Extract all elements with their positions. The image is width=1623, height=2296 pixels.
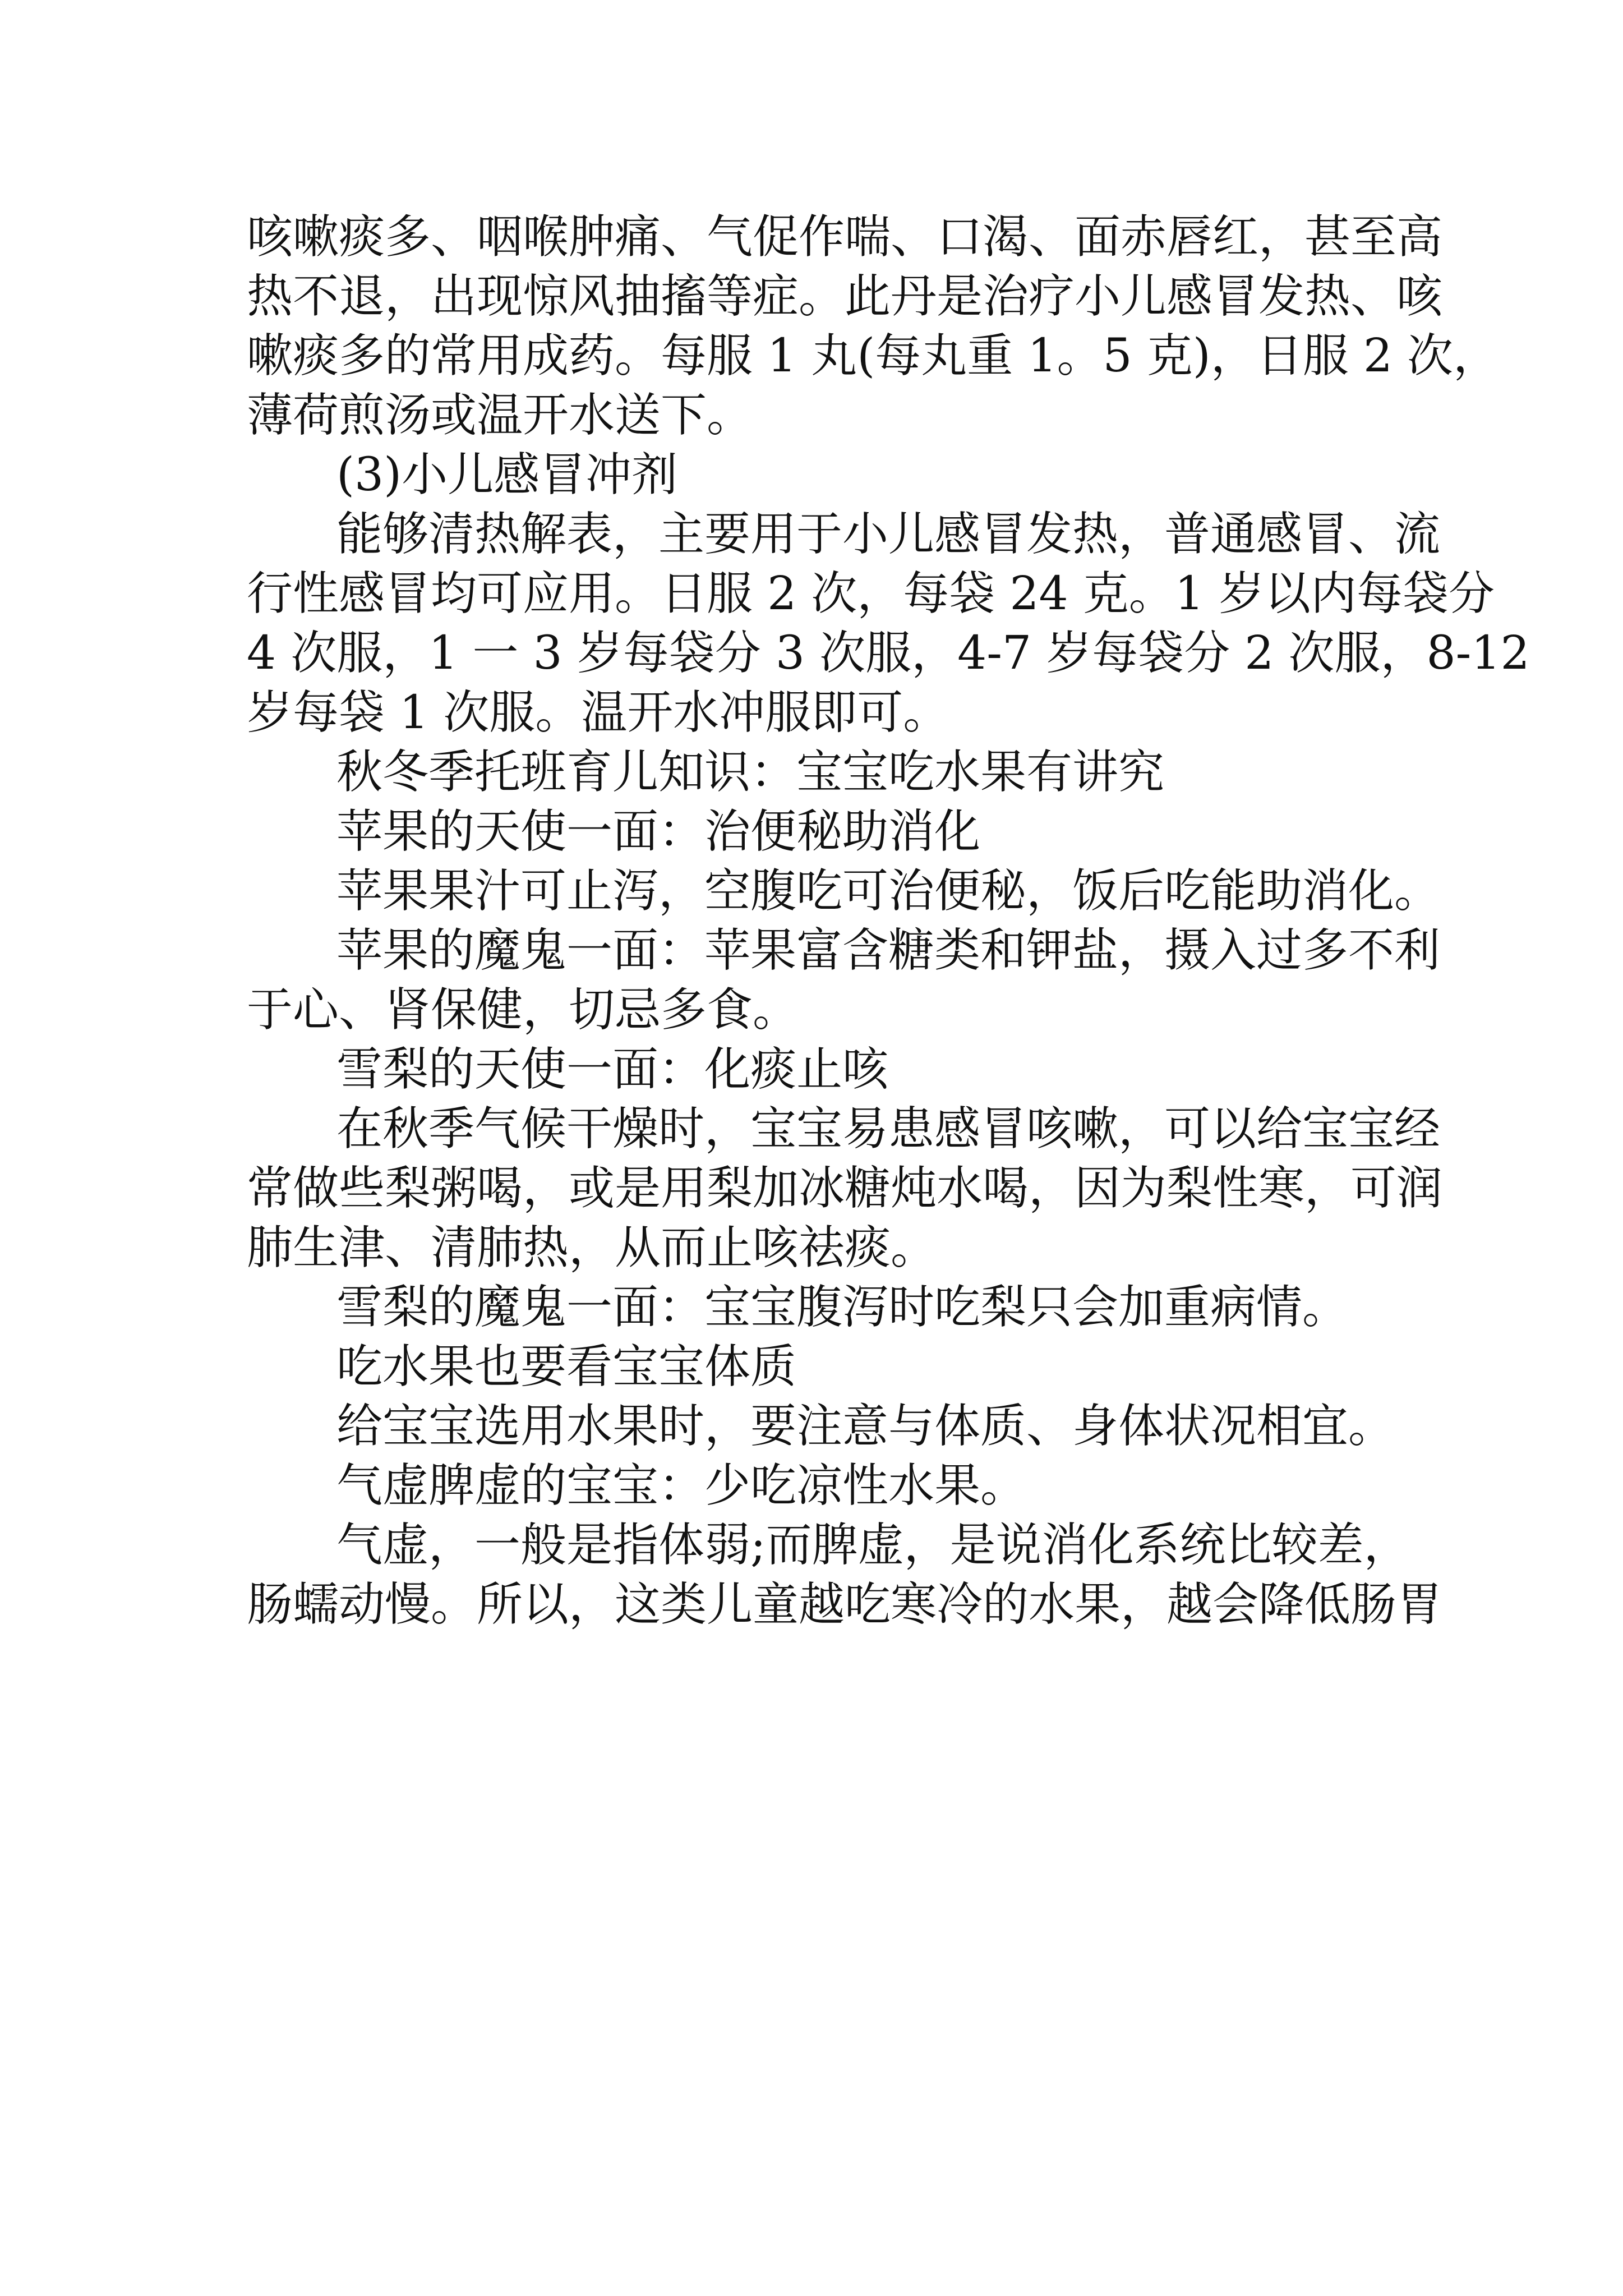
text-line: 热不退，出现惊风抽搐等症。此丹是治疗小儿感冒发热、咳: [247, 270, 1443, 323]
text-line: 嗽痰多的常用成药。每服 1 丸(每丸重 1。5 克)，日服 2 次，: [247, 329, 1500, 383]
text-line: 苹果的魔鬼一面：苹果富含糖类和钾盐，摄入过多不利: [336, 924, 1441, 977]
text-line: 薄荷煎汤或温开水送下。: [247, 389, 753, 442]
text-line: 岁每袋 1 次服。温开水冲服即可。: [247, 686, 949, 739]
section-heading: 吃水果也要看宝宝体质: [336, 1340, 797, 1393]
text-line: 雪梨的天使一面：化痰止咳: [336, 1043, 889, 1096]
text-line: 肺生津、清肺热，从而止咳祛痰。: [247, 1221, 937, 1274]
text-line: 4 次服，1 一 3 岁每袋分 3 次服，4-7 岁每袋分 2 次服，8-12: [247, 627, 1530, 680]
text-line: 苹果的天使一面：治便秘助消化: [336, 805, 981, 858]
text-line: 行性感冒均可应用。日服 2 次，每袋 24 克。1 岁以内每袋分: [247, 567, 1495, 620]
text-line: 给宝宝选用水果时，要注意与体质、身体状况相宜。: [336, 1400, 1395, 1453]
text-line: 肠蠕动慢。所以，这类儿童越吃寒冷的水果，越会降低肠胃: [247, 1578, 1443, 1631]
text-line: 常做些梨粥喝，或是用梨加冰糖炖水喝，因为梨性寒，可润: [247, 1162, 1443, 1215]
text-line: 气虚，一般是指体弱;而脾虚，是说消化系统比较差，: [336, 1519, 1410, 1572]
text-line: 气虚脾虚的宝宝：少吃凉性水果。: [336, 1459, 1027, 1512]
text-line: 于心、肾保健，切忌多食。: [247, 983, 799, 1037]
section-heading: 秋冬季托班育儿知识：宝宝吃水果有讲究: [336, 746, 1165, 799]
text-line: 在秋季气候干燥时，宝宝易患感冒咳嗽，可以给宝宝经: [336, 1102, 1441, 1156]
section-heading: (3)小儿感冒冲剂: [336, 448, 678, 501]
text-line: 能够清热解表，主要用于小儿感冒发热，普通感冒、流: [336, 508, 1441, 561]
document-body: [247, 208, 1530, 1635]
text-line: 雪梨的魔鬼一面：宝宝腹泻时吃梨只会加重病情。: [336, 1281, 1349, 1334]
text-line: 咳嗽痰多、咽喉肿痛、气促作喘、口渴、面赤唇红，甚至高: [247, 210, 1443, 264]
text-line: 苹果果汁可止泻，空腹吃可治便秘，饭后吃能助消化。: [336, 864, 1441, 918]
